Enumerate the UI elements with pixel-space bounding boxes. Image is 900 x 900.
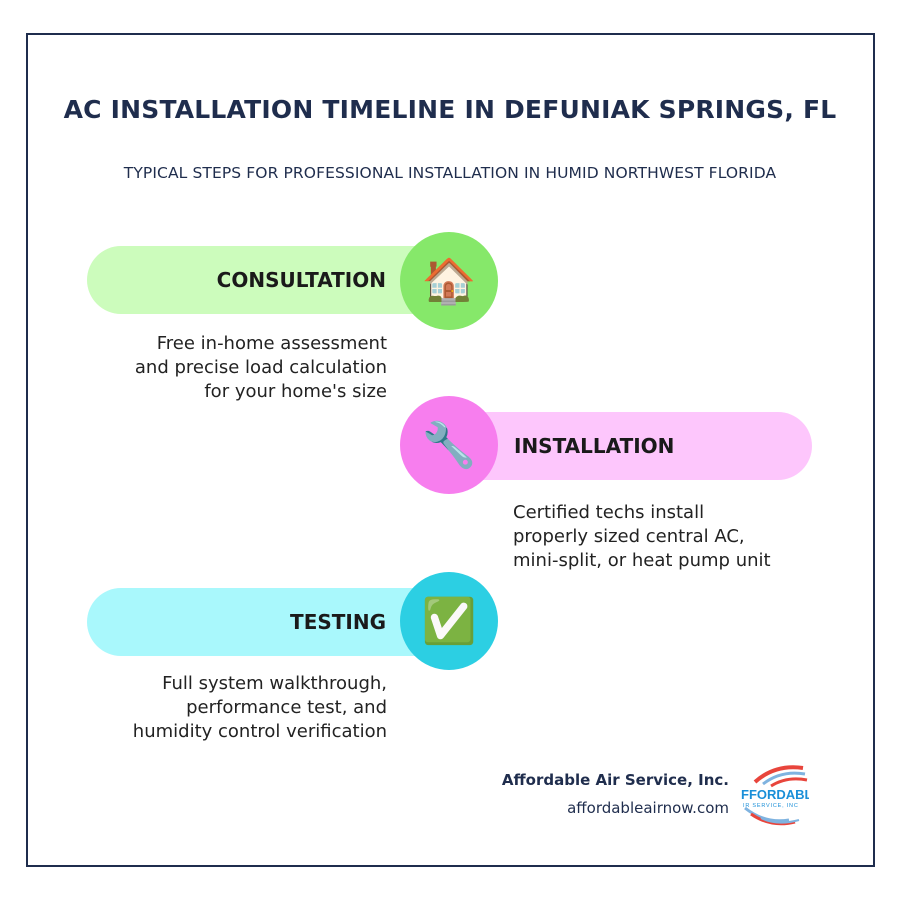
step-installation-circle	[400, 396, 498, 494]
step-consultation-description: Free in-home assessment and precise load calculation for your home's size	[134, 333, 387, 402]
step-testing-description: Full system walkthrough, performance test, and humidity control verification	[132, 673, 387, 742]
step-installation-label: INSTALLATION	[514, 434, 675, 458]
check-mark-icon: ✅	[421, 596, 477, 647]
page-subtitle: TYPICAL STEPS FOR PROFESSIONAL INSTALLATION IN HUMID NORTHWEST FLORIDA	[123, 164, 777, 182]
step-testing-circle	[400, 572, 498, 670]
company-logo	[741, 762, 809, 828]
step-installation-description: Certified techs install properly sized central AC, mini-split, or heat pump unit	[513, 502, 771, 571]
page-title: AC INSTALLATION TIMELINE IN DEFUNIAK SPRINGS, FL	[63, 95, 837, 124]
wrench-icon: 🔧	[421, 420, 477, 471]
company-website[interactable]: affordableairnow.com	[567, 799, 729, 817]
house-icon: 🏠	[421, 256, 477, 307]
step-consultation-circle	[400, 232, 498, 330]
logo-swoosh-icon	[741, 762, 809, 828]
company-name: Affordable Air Service, Inc.	[501, 771, 729, 789]
step-consultation-label: CONSULTATION	[216, 268, 386, 292]
svg-text:IR SERVICE, INC: IR SERVICE, INC	[743, 803, 799, 809]
svg-text:FFORDABL: FFORDABL	[741, 787, 809, 802]
step-testing-label: TESTING	[290, 610, 386, 634]
